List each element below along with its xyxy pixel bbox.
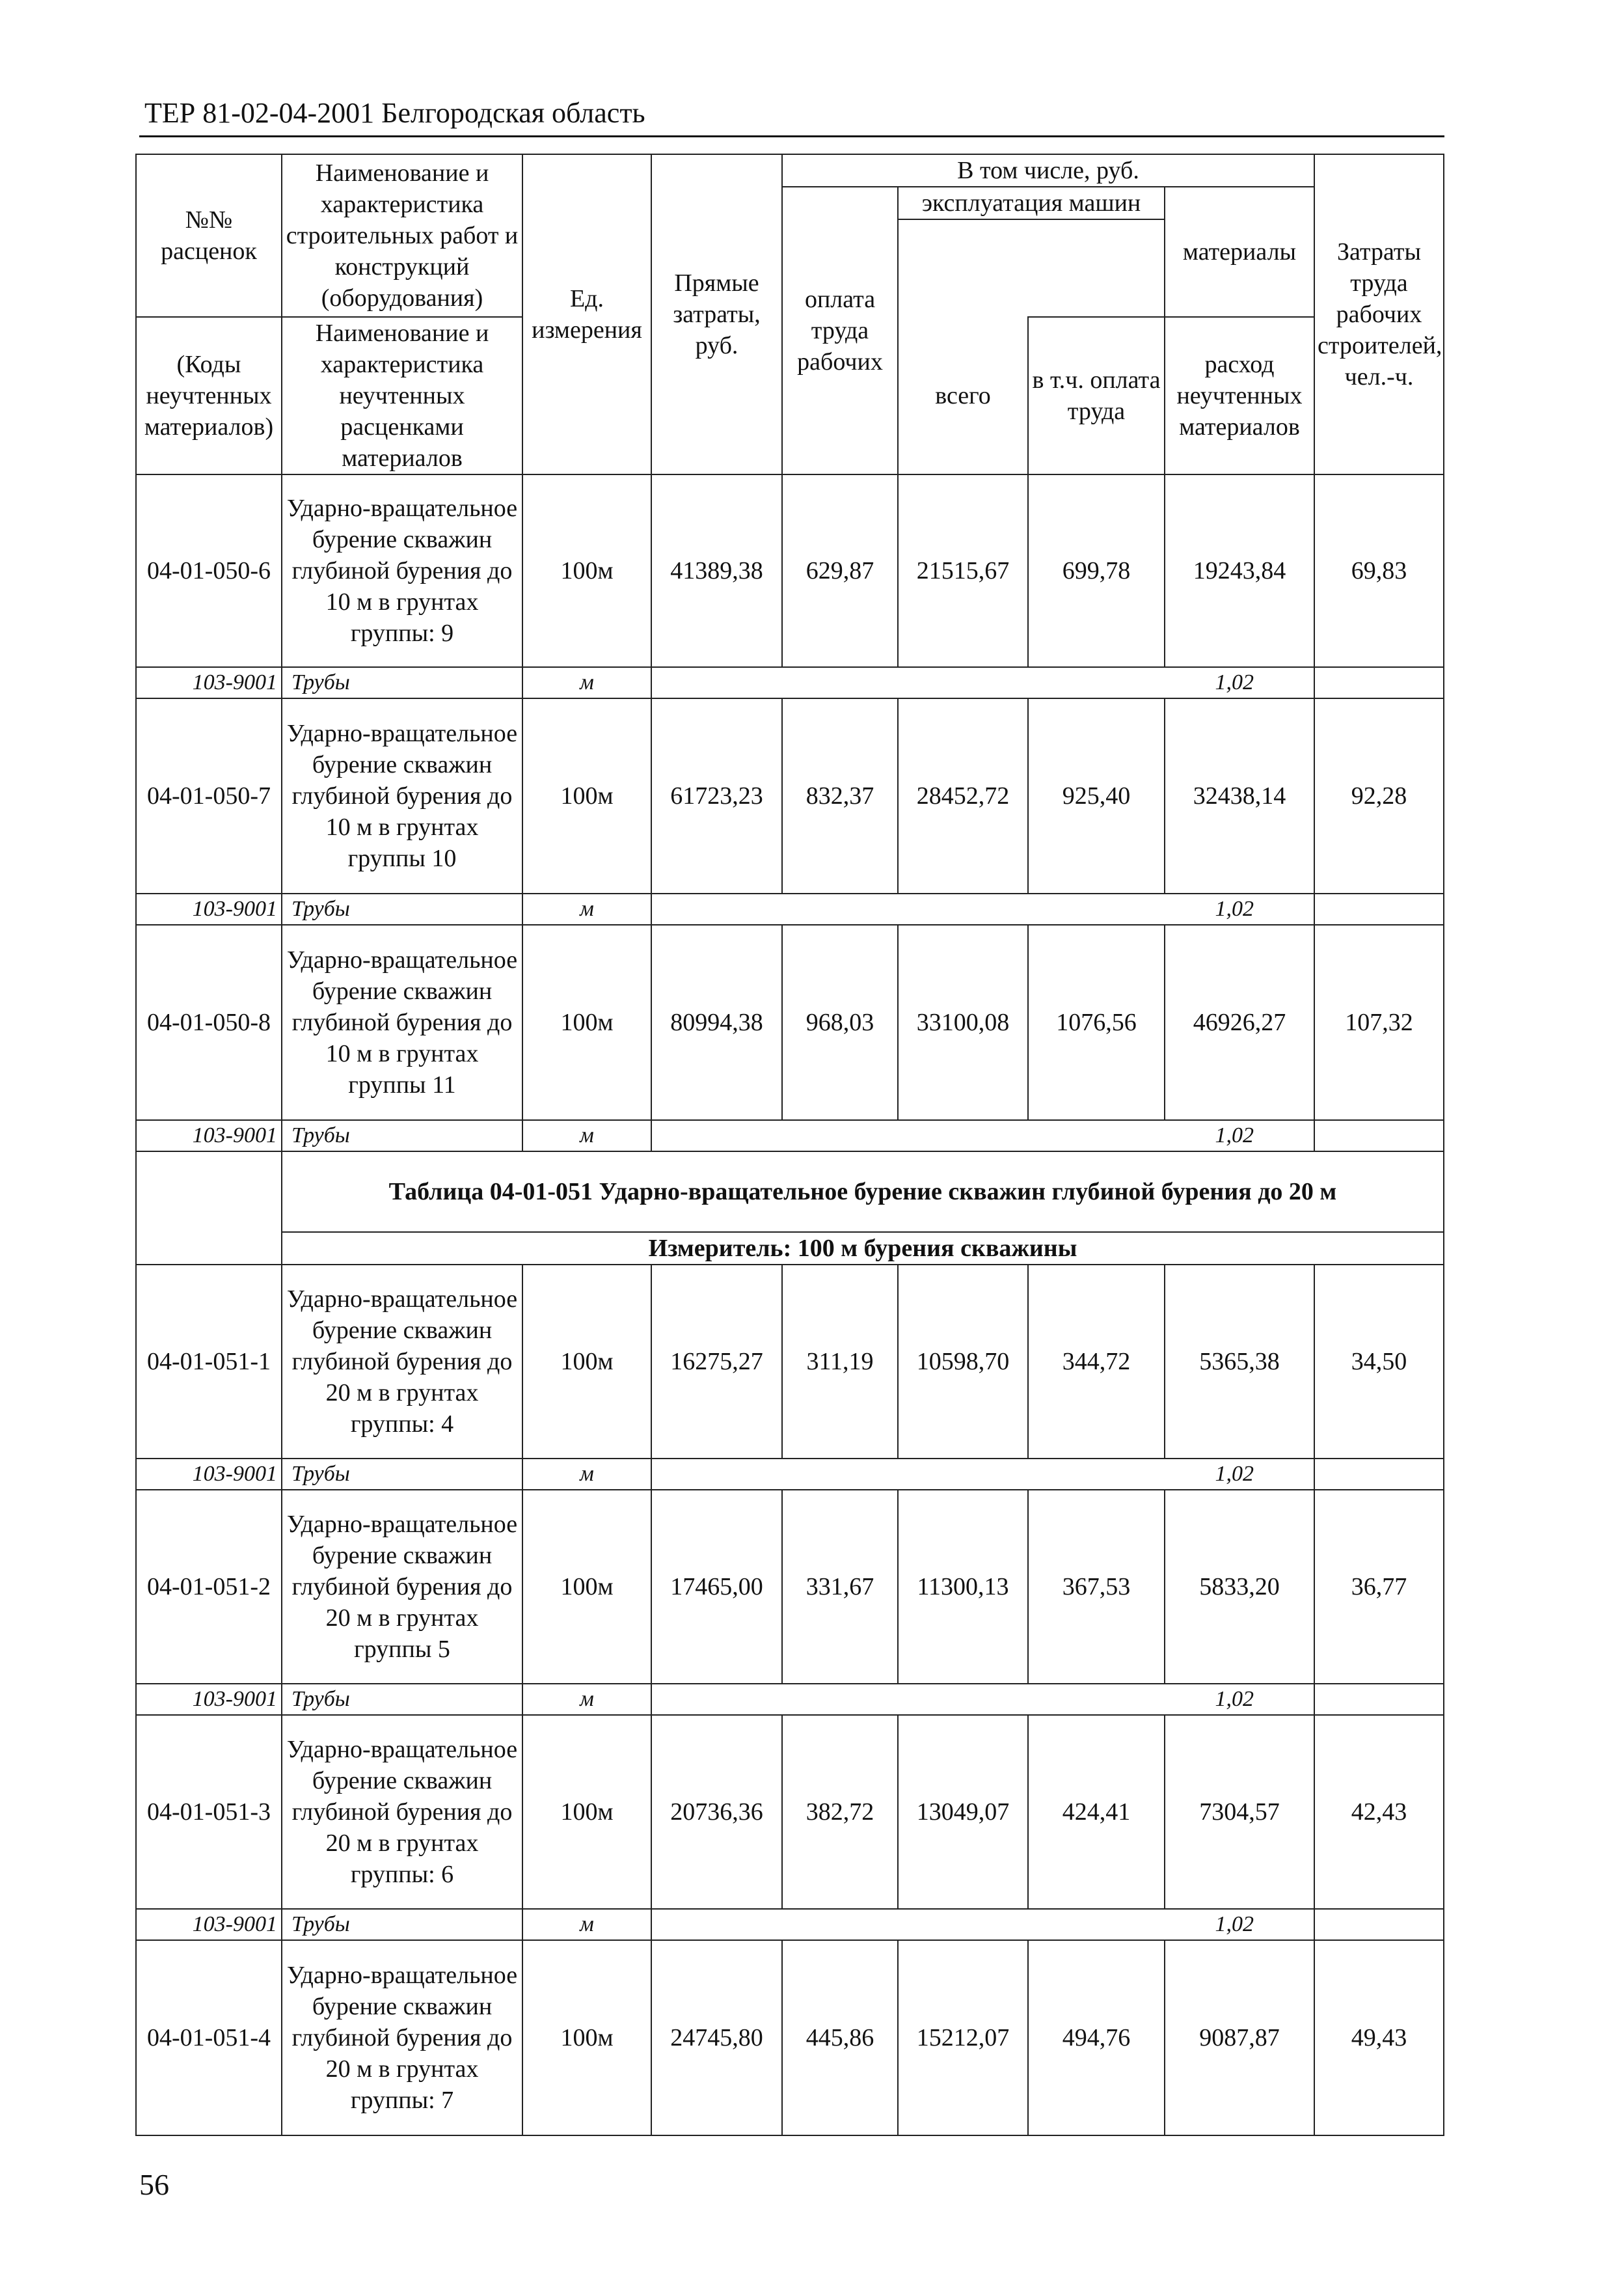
table-row — [136, 698, 1444, 894]
rate-name: Ударно-вращательное бурение скважин глубиной бурения до 20 м в грунтах группы 5 — [282, 1490, 522, 1684]
rate-machines-pay: 1076,56 — [1028, 925, 1165, 1120]
rate-materials: 5365,38 — [1165, 1265, 1314, 1459]
rate-materials: 9087,87 — [1165, 1940, 1314, 2135]
material-name: Трубы — [282, 894, 522, 925]
material-empty — [1314, 1459, 1444, 1490]
table-row — [136, 1490, 1444, 1684]
header-machines-pay: в т.ч. оплата труда — [1028, 317, 1165, 474]
rate-unit: 100м — [522, 1940, 651, 2135]
rate-labor-hours: 36,77 — [1314, 1490, 1444, 1684]
rate-code: 04-01-051-1 — [136, 1265, 282, 1459]
header-machines: эксплуатация машин — [898, 187, 1165, 219]
rate-machines-total: 28452,72 — [898, 698, 1028, 894]
rate-labor-hours: 107,32 — [1314, 925, 1444, 1120]
rate-machines-total: 13049,07 — [898, 1715, 1028, 1909]
rate-direct-cost: 41389,38 — [651, 474, 782, 667]
material-quantity: 1,02 — [651, 1684, 1314, 1715]
material-name: Трубы — [282, 1459, 522, 1490]
rate-materials: 5833,20 — [1165, 1490, 1314, 1684]
header-materials-use: расход неучтенных материалов — [1165, 317, 1314, 474]
rate-labor-hours: 92,28 — [1314, 698, 1444, 894]
rate-labor-hours: 34,50 — [1314, 1265, 1444, 1459]
header-name: Наименование и характеристика строительных работ и конструкций (оборудования) — [282, 154, 522, 317]
rate-machines-total: 11300,13 — [898, 1490, 1028, 1684]
rate-name: Ударно-вращательное бурение скважин глубиной бурения до 10 м в грунтах группы 10 — [282, 698, 522, 894]
rate-machines-total: 33100,08 — [898, 925, 1028, 1120]
section-measure-spacer — [136, 1232, 282, 1265]
material-quantity: 1,02 — [651, 1459, 1314, 1490]
rate-machines-total: 15212,07 — [898, 1940, 1028, 2135]
header-code: №№ расценок — [136, 154, 282, 317]
material-empty — [1314, 1909, 1444, 1940]
rate-labor-pay: 445,86 — [782, 1940, 898, 2135]
rate-direct-cost: 80994,38 — [651, 925, 782, 1120]
material-name: Трубы — [282, 1120, 522, 1151]
rate-code: 04-01-051-3 — [136, 1715, 282, 1909]
rate-machines-pay: 344,72 — [1028, 1265, 1165, 1459]
material-name: Трубы — [282, 1684, 522, 1715]
rate-code: 04-01-050-7 — [136, 698, 282, 894]
rate-direct-cost: 20736,36 — [651, 1715, 782, 1909]
table-row — [136, 1265, 1444, 1459]
rate-name: Ударно-вращательное бурение скважин глубиной бурения до 10 м в грунтах группы 11 — [282, 925, 522, 1120]
rate-name: Ударно-вращательное бурение скважин глубиной бурения до 10 м в грунтах группы: 9 — [282, 474, 522, 667]
rate-machines-pay: 699,78 — [1028, 474, 1165, 667]
material-code: 103-9001 — [136, 667, 282, 698]
material-empty — [1314, 1120, 1444, 1151]
material-row — [136, 1459, 1444, 1490]
table-row — [136, 1940, 1444, 2135]
material-code: 103-9001 — [136, 1909, 282, 1940]
material-row — [136, 1120, 1444, 1151]
running-header: ТЕР 81-02-04-2001 Белгородская область — [144, 97, 645, 129]
rate-code: 04-01-050-8 — [136, 925, 282, 1120]
rate-labor-hours: 49,43 — [1314, 1940, 1444, 2135]
rate-labor-pay: 968,03 — [782, 925, 898, 1120]
header-machines-total: всего — [898, 317, 1028, 474]
price-table — [135, 154, 1444, 2136]
header-direct-cost: Прямые затраты, руб. — [651, 154, 782, 474]
header-unit: Ед. измерения — [522, 154, 651, 474]
material-row — [136, 667, 1444, 698]
rate-labor-pay: 832,37 — [782, 698, 898, 894]
rate-machines-total: 21515,67 — [898, 474, 1028, 667]
material-quantity: 1,02 — [651, 667, 1314, 698]
rate-labor-pay: 311,19 — [782, 1265, 898, 1459]
material-row — [136, 1684, 1444, 1715]
material-unit: м — [522, 1459, 651, 1490]
material-row — [136, 894, 1444, 925]
rate-materials: 7304,57 — [1165, 1715, 1314, 1909]
rate-unit: 100м — [522, 925, 651, 1120]
rate-unit: 100м — [522, 1265, 651, 1459]
material-unit: м — [522, 1684, 651, 1715]
rate-direct-cost: 61723,23 — [651, 698, 782, 894]
rate-machines-pay: 925,40 — [1028, 698, 1165, 894]
material-code: 103-9001 — [136, 1120, 282, 1151]
rate-machines-total: 10598,70 — [898, 1265, 1028, 1459]
rate-code: 04-01-051-4 — [136, 1940, 282, 2135]
header-including: В том числе, руб. — [782, 154, 1314, 187]
material-code: 103-9001 — [136, 1459, 282, 1490]
material-unit: м — [522, 667, 651, 698]
rate-machines-pay: 494,76 — [1028, 1940, 1165, 2135]
section-measure: Измеритель: 100 м бурения скважины — [282, 1232, 1444, 1265]
table-row — [136, 1715, 1444, 1909]
rate-materials: 46926,27 — [1165, 925, 1314, 1120]
material-empty — [1314, 894, 1444, 925]
header-materials: материалы — [1165, 187, 1314, 317]
material-unit: м — [522, 1120, 651, 1151]
header-name-unaccounted: Наименование и характеристика неучтенных расценками материалов — [282, 317, 522, 474]
rate-code: 04-01-051-2 — [136, 1490, 282, 1684]
rate-labor-hours: 42,43 — [1314, 1715, 1444, 1909]
page-number: 56 — [139, 2168, 169, 2201]
table-row — [136, 925, 1444, 1120]
header-rule — [139, 135, 1444, 137]
material-unit: м — [522, 894, 651, 925]
rate-unit: 100м — [522, 474, 651, 667]
material-empty — [1314, 1684, 1444, 1715]
section-title-spacer — [136, 1151, 282, 1232]
material-unit: м — [522, 1909, 651, 1940]
rate-materials: 32438,14 — [1165, 698, 1314, 894]
rate-direct-cost: 17465,00 — [651, 1490, 782, 1684]
rate-machines-pay: 424,41 — [1028, 1715, 1165, 1909]
rate-direct-cost: 16275,27 — [651, 1265, 782, 1459]
table-row — [136, 474, 1444, 667]
material-quantity: 1,02 — [651, 1120, 1314, 1151]
rate-unit: 100м — [522, 698, 651, 894]
rate-unit: 100м — [522, 1490, 651, 1684]
rate-labor-pay: 629,87 — [782, 474, 898, 667]
rate-labor-hours: 69,83 — [1314, 474, 1444, 667]
rate-unit: 100м — [522, 1715, 651, 1909]
header-labor-cost: Затраты труда рабочих строителей, чел.-ч. — [1314, 154, 1444, 474]
material-code: 103-9001 — [136, 894, 282, 925]
rate-name: Ударно-вращательное бурение скважин глубиной бурения до 20 м в грунтах группы: 4 — [282, 1265, 522, 1459]
material-quantity: 1,02 — [651, 1909, 1314, 1940]
rate-name: Ударно-вращательное бурение скважин глубиной бурения до 20 м в грунтах группы: 7 — [282, 1940, 522, 2135]
section-title: Таблица 04-01-051 Ударно-вращательное бурение скважин глубиной бурения до 20 м — [282, 1151, 1444, 1232]
rate-labor-pay: 382,72 — [782, 1715, 898, 1909]
rate-direct-cost: 24745,80 — [651, 1940, 782, 2135]
material-name: Трубы — [282, 667, 522, 698]
material-empty — [1314, 667, 1444, 698]
header-code-unaccounted: (Коды неучтенных материалов) — [136, 317, 282, 474]
rate-name: Ударно-вращательное бурение скважин глубиной бурения до 20 м в грунтах группы: 6 — [282, 1715, 522, 1909]
rate-labor-pay: 331,67 — [782, 1490, 898, 1684]
material-row — [136, 1909, 1444, 1940]
header-machines-gap — [898, 219, 1165, 317]
rate-materials: 19243,84 — [1165, 474, 1314, 667]
rate-code: 04-01-050-6 — [136, 474, 282, 667]
rate-machines-pay: 367,53 — [1028, 1490, 1165, 1684]
material-quantity: 1,02 — [651, 894, 1314, 925]
material-code: 103-9001 — [136, 1684, 282, 1715]
header-labor-pay: оплата труда рабочих — [782, 187, 898, 474]
material-name: Трубы — [282, 1909, 522, 1940]
